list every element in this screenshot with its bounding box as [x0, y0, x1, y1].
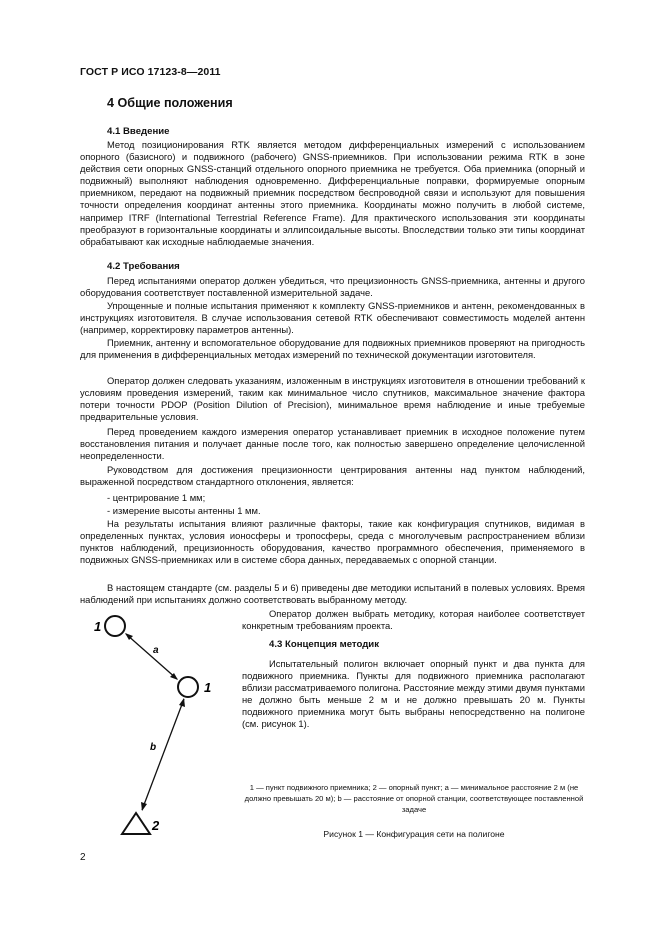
subsection-4-2-title: 4.2 Требования [107, 261, 180, 272]
label-2: 2 [152, 818, 160, 833]
subsection-4-1-text: Метод позиционирования RTK является методом дифференциальных измерений с использованием опорного (базисного) и подвижного (рабочего) GNSS-приемников. При использовании режима RTK в зоне действия сети опорных GNSS-станций отдельного опорного приемника не требуется. Оба приемника (опорный и подвижный) выполняют наблюдения одновременно. Дифференциальные поправки, формируемые опорным приемником, передают на подвижный приемник посредством беспроводной связи и используют для повышения точности определения координат антенны этого приемника. Координаты можно получить в любой системе, например ITRF (International Terrestrial Reference Frame). Для практического использования эти координаты преобразуют в горизонтальные координаты и эллипсоидальные высоты. Впоследствии только эти типы координат обрабатывают как исходные наблюдаемые значения. [80, 139, 585, 247]
distance-b-line [142, 699, 184, 810]
list-item: - измерение высоты антенны 1 мм. [107, 505, 261, 516]
label-1: 1 [94, 619, 102, 634]
label-1: 1 [204, 680, 212, 695]
section-title: 4 Общие положения [107, 96, 233, 110]
paragraph-4-2-7: На результаты испытания влияют различные факторы, такие как конфигурация спутников, видимая в определенных пунктах, условия ионосферы и тропосферы, среда с многолучевым распространением вблизи пунктов наблюдений, прецизионность оборудования, качество программного обеспечения, применяемого в подвижных GNSS-приемниках или в системе сбора данных, передаваемых с опорной станции. [80, 518, 585, 566]
paragraph-4-2-9: Оператор должен выбрать методику, которая наиболее соответствует конкретным требованиям проекта. [242, 608, 585, 632]
paragraph-4-2-4: Оператор должен следовать указаниям, изложенным в инструкциях изготовителя в отношении требований к условиям проведения измерений, таким как минимальное число спутников, максимальное значение фактора потери точности PDOP (Position Dilution of Precision), минимальное время наблюдение и иные требуемые предварительные условия. [80, 375, 585, 423]
rover-point-circle [105, 616, 125, 636]
distance-a-line [126, 634, 177, 679]
paragraph-4-2-6: Руководством для достижения прецизионности центрирования антенны над пунктом наблюдений, выраженной посредством стандартного отклонения, является: [80, 464, 585, 488]
list-item: - центрирование 1 мм; [107, 492, 206, 503]
network-configuration-figure [80, 610, 230, 850]
paragraph-4-2-8: В настоящем стандарте (см. разделы 5 и 6) приведены две методики испытаний в полевых условиях. Время наблюдений при испытаниях должно соответствовать выбранному методу. [80, 582, 585, 606]
subsection-4-3-title: 4.3 Концепция методик [269, 639, 379, 650]
subsection-4-1-title: 4.1 Введение [107, 126, 170, 137]
arrowhead [141, 802, 147, 811]
arrowhead [179, 698, 185, 707]
subsection-4-3-text: Испытательный полигон включает опорный пункт и два пункта для подвижного приемника. Пункты для подвижного приемника располагают вблизи рассматриваемого полигона. Расстояние между этими двумя пунктами не должно быть меньше 2 м и не должно превышать 20 м. Пункты подвижного приемника могут быть выбраны непосредственно на полигоне (см. рисунок 1). [242, 658, 585, 730]
paragraph-4-2-5: Перед проведением каждого измерения оператор устанавливает приемник в исходное положение путем восстановления питания и получает данные после того, как полностью завершено определение целочисленной неопределенности. [80, 426, 585, 462]
label-a: a [153, 645, 159, 656]
paragraph-4-2-3: Приемник, антенну и вспомогательное оборудование для подвижных приемников проверяют на пригодность для применения в дифференциальных методах измерений по технической документации изготовителя. [80, 337, 585, 361]
label-b: b [150, 742, 157, 753]
figure-title: Рисунок 1 — Конфигурация сети на полигоне [323, 829, 505, 839]
page-number: 2 [80, 852, 86, 863]
rover-point-circle [178, 677, 198, 697]
reference-point-triangle [122, 813, 150, 834]
figure-caption: 1 — пункт подвижного приемника; 2 — опорный пункт; a — минимальное расстояние 2 м (не должно превышать 20 м); b — расстояние от опорной станции, соответствующее поставленной задаче [244, 783, 584, 814]
paragraph-4-2-1: Перед испытаниями оператор должен убедиться, что прецизионность GNSS-приемника, антенны и другого оборудования соответствует поставленной измерительной задаче. [80, 275, 585, 299]
document-header: ГОСТ Р ИСО 17123-8—2011 [80, 66, 221, 78]
paragraph-4-2-2: Упрощенные и полные испытания применяют к комплекту GNSS-приемников и антенн, рекомендованных в инструкциях изготовителя. В случае использования сетевой RTK обеспечивают совместимость моделей антенн (например, корректировку параметров антенны). [80, 300, 585, 336]
